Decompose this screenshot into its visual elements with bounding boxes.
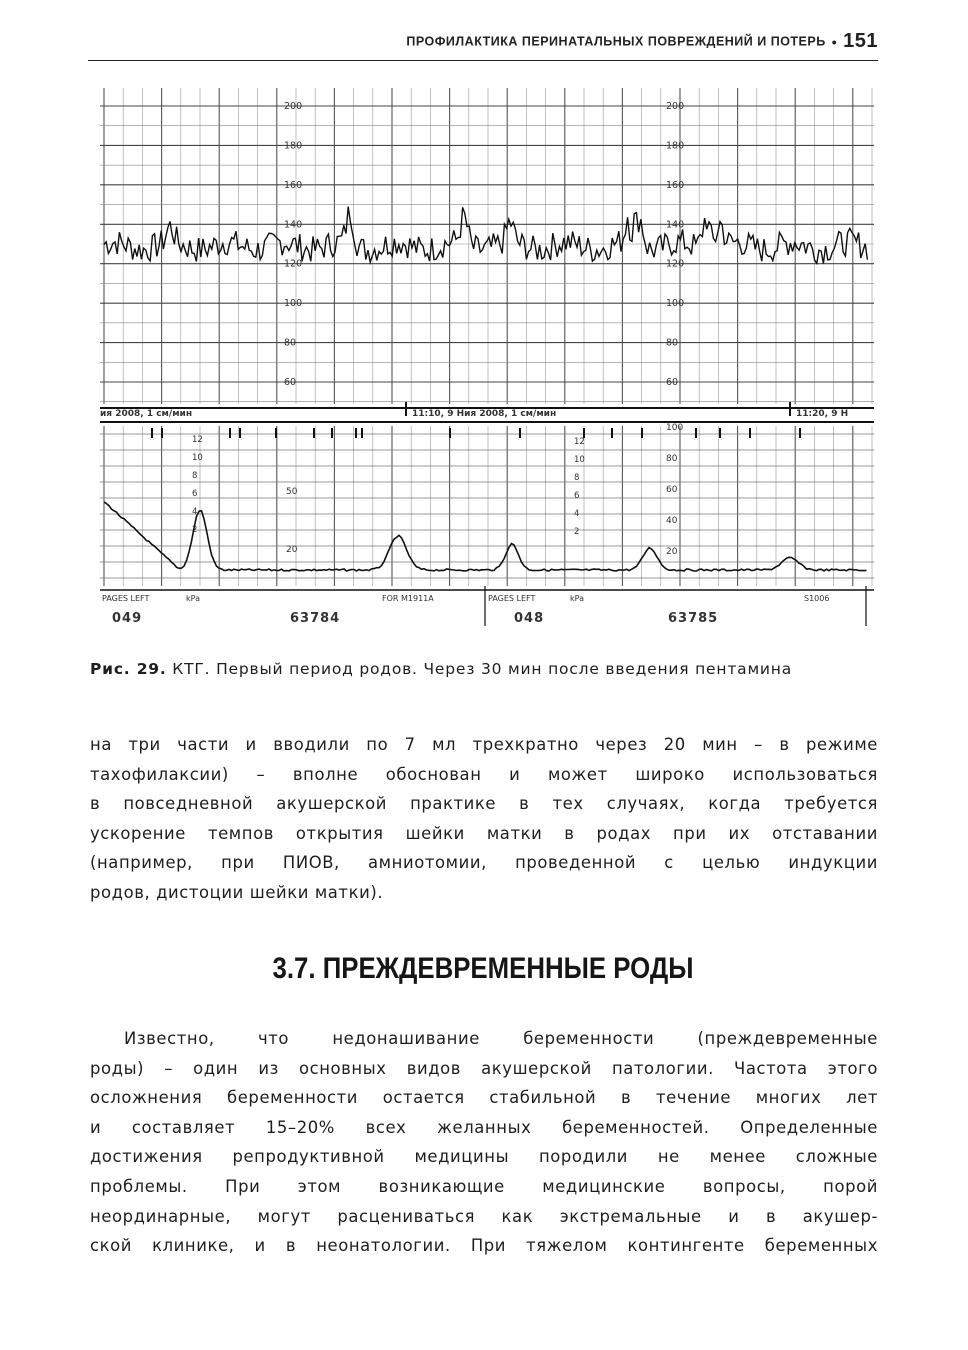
toco-scale-label: 6 — [192, 489, 198, 499]
toco-scale-label: 20 — [666, 547, 678, 557]
fhr-scale-label: 60 — [666, 377, 679, 388]
time-mark: 11:10, 9 Ния 2008, 1 см/мин — [412, 409, 557, 419]
chart-bottom-label: FOR M1911A — [382, 594, 434, 603]
fhr-scale-label: 200 — [284, 101, 303, 112]
chart-page-id: 048 — [514, 611, 545, 626]
text-line: ускорение темпов открытия шейки матки в родах при их отставании — [90, 823, 878, 843]
toco-scale-label: 2 — [192, 525, 198, 535]
chart-bottom-label: PAGES LEFT — [488, 594, 536, 603]
header-bullet: • — [831, 33, 838, 50]
text-line: неординарные, могут расцениваться как экстремальные и в акушер- — [90, 1206, 878, 1226]
fhr-scale-label: 180 — [666, 140, 685, 152]
fhr-scale-label: 160 — [666, 179, 685, 191]
chart-bottom-label: kPa — [186, 594, 200, 603]
toco-scale-label: 2 — [574, 527, 580, 537]
text-line: роды) – один из основных видов акушерской патологии. Частота этого — [90, 1058, 878, 1078]
chart-page-id: 049 — [112, 611, 143, 626]
time-mark: ия 2008, 1 см/мин — [100, 409, 193, 419]
fhr-scale-label: 180 — [284, 140, 303, 152]
toco-scale-label: 10 — [574, 455, 585, 465]
page-number: 151 — [843, 30, 878, 52]
fhr-scale-label: 80 — [284, 337, 297, 349]
text-line: осложнения беременности остается стабильной в течение многих лет — [90, 1088, 878, 1108]
paragraph-1 — [90, 730, 878, 908]
toco-scale-label: 80 — [666, 454, 678, 464]
text-line: на три части и вводили по 7 мл трехкратно через 20 мин – в режиме — [90, 735, 878, 754]
toco-scale-label: 60 — [666, 485, 678, 495]
paragraph-2 — [90, 1024, 878, 1261]
toco-scale-label: 20 — [286, 545, 298, 555]
toco-scale-label: 50 — [286, 487, 298, 497]
fhr-scale-label: 160 — [284, 179, 303, 191]
text-line: и составляет 15–20% всех желанных беременностей. Определенные — [90, 1117, 878, 1137]
fhr-scale-label: 120 — [284, 258, 303, 270]
toco-trace-line — [104, 502, 867, 571]
text-line: ской клинике, и в неонатологии. При тяжелом контингенте беременных — [90, 1236, 878, 1256]
text-line: достижения репродуктивной медицины породили не менее сложные — [90, 1147, 878, 1167]
chart-bottom-label: S1006 — [804, 594, 830, 603]
fhr-scale-label: 80 — [666, 337, 679, 349]
chart-page-id: 63784 — [290, 611, 341, 626]
toco-scale-label: 100 — [666, 423, 684, 433]
ctg-figure — [100, 86, 874, 634]
text-line: проблемы. При этом возникающие медицинские вопросы, порой — [90, 1176, 878, 1196]
text-line: Известно, что недонашивание беременности (преждевременные — [124, 1029, 878, 1048]
fhr-scale-label: 140 — [666, 219, 685, 231]
toco-scale-label: 4 — [192, 507, 198, 517]
text-line: (например, при ПИОВ, амниотомии, проведенной с целью индукции — [90, 853, 878, 873]
fhr-scale-label: 100 — [666, 298, 685, 310]
text-line: тахофилаксии) – вполне обоснован и может широко использоваться — [90, 764, 878, 784]
section-heading: 3.7. ПРЕЖДЕВРЕМЕННЫЕ РОДЫ — [272, 952, 694, 985]
chart-bottom-label: kPa — [570, 594, 584, 603]
caption-label: Рис. 29. — [90, 660, 167, 678]
text-line: в повседневной акушерской практике в тех случаях, когда требуется — [90, 794, 878, 814]
chart-bottom-label: PAGES LEFT — [102, 594, 150, 603]
fhr-scale-label: 140 — [284, 219, 303, 231]
ctg-trace — [100, 86, 874, 634]
fhr-trace-line — [104, 207, 867, 264]
toco-scale-label: 8 — [192, 471, 198, 481]
toco-scale-label: 8 — [574, 473, 580, 483]
toco-scale-label: 4 — [574, 509, 580, 519]
toco-scale-label: 12 — [192, 435, 203, 445]
fhr-scale-label: 200 — [666, 101, 685, 112]
toco-scale-label: 40 — [666, 516, 678, 526]
chart-page-id: 63785 — [668, 611, 719, 626]
fhr-scale-label: 120 — [666, 258, 685, 270]
running-title: ПРОФИЛАКТИКА ПЕРИНАТАЛЬНЫХ ПОВРЕЖДЕНИЙ И ПОТЕРЬ — [406, 34, 826, 49]
running-head — [88, 30, 878, 61]
toco-scale-label: 10 — [192, 453, 203, 463]
fhr-scale-label: 100 — [284, 298, 303, 310]
caption-text: КТГ. Первый период родов. Через 30 мин после введения пентамина — [172, 660, 793, 678]
toco-scale-label: 12 — [574, 437, 585, 447]
time-mark: 11:20, 9 Н — [796, 409, 849, 419]
toco-scale-label: 6 — [574, 491, 580, 501]
text-line: родов, дистоции шейки матки). — [90, 882, 384, 902]
figure-caption — [90, 660, 880, 678]
fhr-scale-label: 60 — [284, 377, 297, 388]
